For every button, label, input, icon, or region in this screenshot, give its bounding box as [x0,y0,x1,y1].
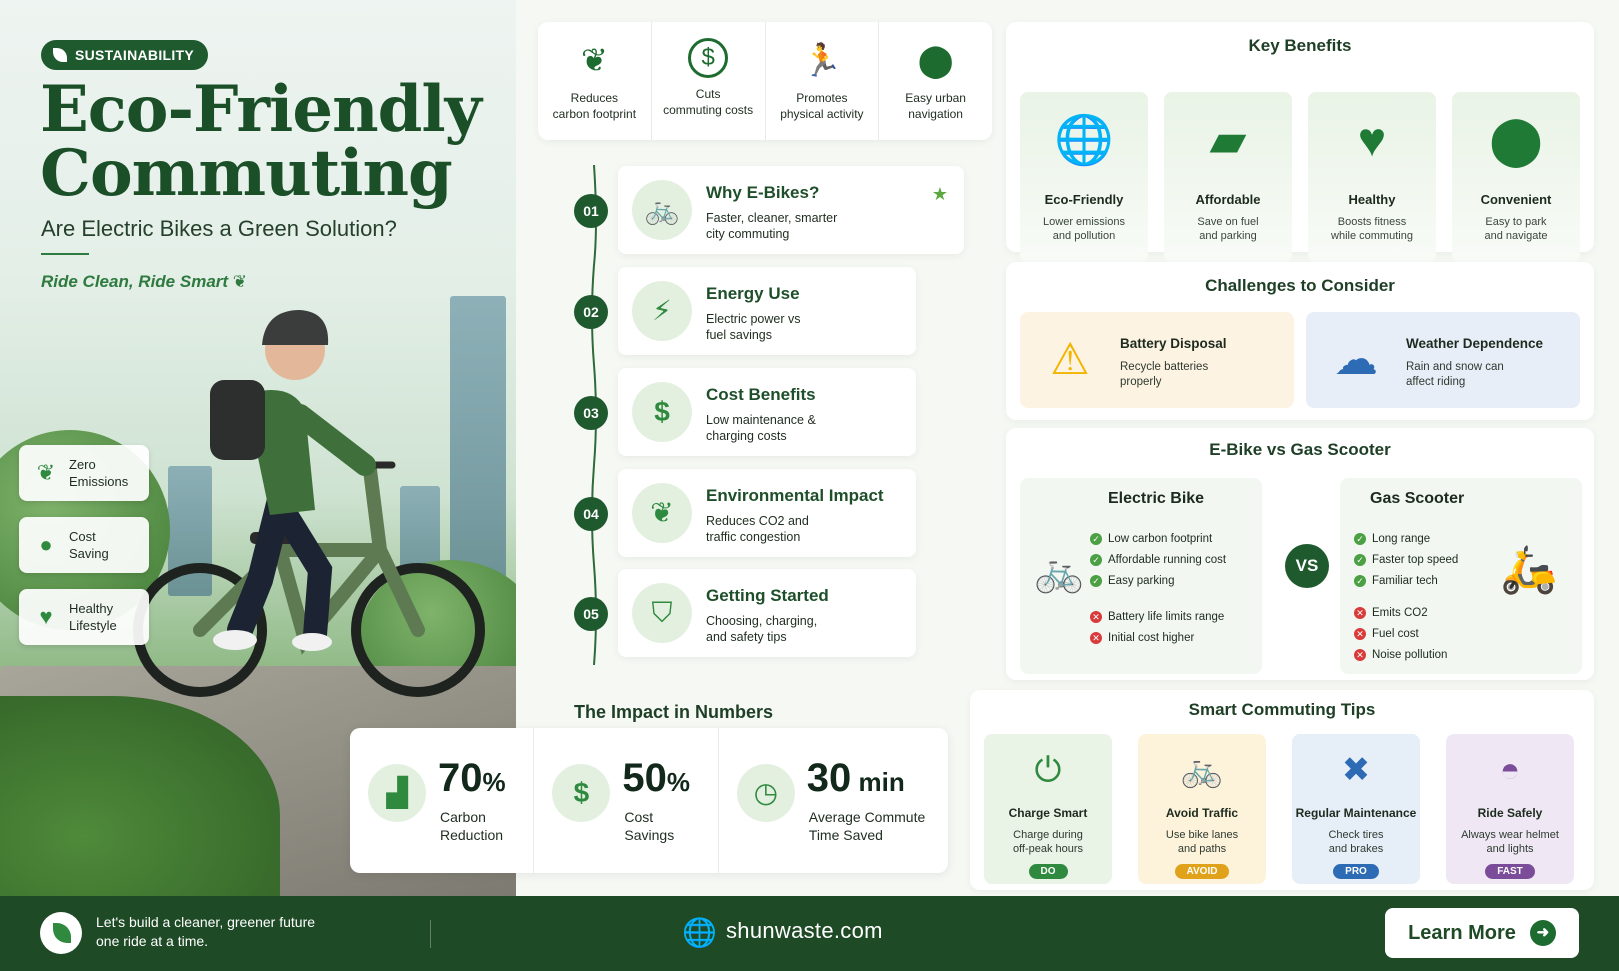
impact-stats [350,728,948,873]
star-icon: ★ [931,184,948,204]
tip-desc: Check tires and brakes [1328,829,1384,855]
footer-divider [430,920,431,948]
tip-title: Avoid Traffic [1165,806,1239,820]
rain-cloud-icon: ☁ [1334,335,1378,384]
step-desc: Choosing, charging, and safety tips [706,614,818,644]
leaf-logo-icon [40,912,82,954]
stat-value [438,756,506,801]
stat-time-saved [719,728,948,873]
cross-icon: ✕ [1354,628,1366,640]
step-number: 01 [574,194,608,228]
cyclist-illustration [130,300,490,720]
title-line-2: Commuting [40,136,452,211]
stat-value [807,756,905,801]
benefit-desc: Lower emissions and pollution [1043,216,1125,242]
lightning-icon: ⚡ [632,281,692,341]
footer-message: Let's build a cleaner, greener future one ride at a time. [96,914,316,949]
step-title: Environmental Impact [706,486,884,505]
cross-icon: ✕ [1090,611,1102,623]
warning-icon: ⚠ [1050,335,1090,384]
pro-text: Easy parking [1108,574,1175,587]
list-item [1354,528,1458,549]
strip-item-activity [766,22,880,140]
tip-regular-maintenance [1292,734,1420,884]
stat-label: Average Commute Time Saved [808,809,926,843]
globe-icon: 🌐 [682,917,717,948]
challenges-panel [1006,262,1594,420]
tip-tag: DO [1029,864,1068,879]
strip-item-navigation [879,22,992,140]
pro-text: Faster top speed [1372,553,1459,566]
step-card-cost-benefits[interactable] [618,368,916,456]
challenge-title: Battery Disposal [1120,336,1227,351]
wallet-icon: ▰ [1209,114,1247,167]
stat-unit: min [851,767,905,797]
stat-label: Cost Savings [624,809,675,843]
tip-desc: Use bike lanes and paths [1165,829,1239,855]
list-item [1090,606,1224,627]
stat-cost-savings [534,728,718,873]
check-icon: ✓ [1090,554,1102,566]
check-icon: ✓ [1354,533,1366,545]
bicycle-icon: 🚲 [1180,751,1224,789]
column-title: Electric Bike [1108,490,1205,507]
step-card-environmental-impact[interactable] [618,469,916,557]
list-item [1354,602,1447,623]
step-card-getting-started[interactable] [618,569,916,657]
title-divider [41,253,89,255]
strip-item-costs [652,22,766,140]
benefit-title: Affordable [1195,192,1261,207]
challenge-title: Weather Dependence [1406,336,1544,351]
ebike-pros [1090,528,1226,591]
list-item [1090,549,1226,570]
heart-icon: ♥ [39,604,53,629]
list-item [1354,623,1447,644]
key-benefits-panel [1006,22,1594,252]
tagline-text: Ride Clean, Ride Smart [41,272,229,291]
tips-panel [970,690,1594,890]
panel-title: Smart Commuting Tips [1188,700,1376,719]
panel-title: Challenges to Consider [1205,276,1395,295]
tip-title: Regular Maintenance [1295,806,1417,820]
stat-number: 30 [806,756,852,800]
tagline [41,272,247,292]
benefit-healthy [1308,92,1436,262]
scooter-column [1340,478,1582,674]
cross-icon: ✕ [1354,649,1366,661]
ebike-column [1020,478,1262,674]
scooter-pros [1354,528,1458,591]
step-card-why-ebikes[interactable] [618,166,964,254]
chip-label: Healthy Lifestyle [69,601,117,633]
stat-carbon-reduction [350,728,534,873]
dollar-icon: $ [688,38,728,78]
check-icon: ✓ [1090,575,1102,587]
button-label: Learn More [1408,921,1516,944]
step-desc: Electric power vs fuel savings [706,312,801,342]
benefit-title: Eco-Friendly [1044,192,1124,207]
chart-icon: ▟ [368,764,426,822]
benefit-convenient [1452,92,1580,262]
stat-unit: % [482,767,506,797]
step-number: 02 [574,295,608,329]
helmet-icon: ◓ [1499,751,1521,789]
stat-number: 70 [438,756,483,800]
runner-icon: 🏃 [801,42,842,78]
location-pin-icon: ⬤ [1489,114,1543,167]
strip-item-carbon [538,22,652,140]
learn-more-button[interactable] [1385,908,1579,958]
comparison-panel [1006,428,1594,680]
list-item [1354,644,1447,665]
page-title [40,72,500,211]
column-title: Gas Scooter [1370,490,1465,507]
vs-badge: VS [1285,544,1329,588]
clock-icon: ◷ [737,764,795,822]
con-text: Emits CO2 [1372,606,1428,619]
bicycle-icon: 🚲 [632,180,692,240]
tip-tag: AVOID [1175,864,1230,879]
challenge-desc: Rain and snow can affect riding [1406,361,1504,388]
category-badge [41,40,208,70]
step-title: Why E-Bikes? [706,183,820,202]
badge-label: SUSTAINABILITY [75,47,195,63]
shield-icon: ⛉ [632,583,692,643]
stat-number: 50 [622,756,667,800]
leaf-icon: ❦ [36,460,56,485]
title-line-1: Eco-Friendly [40,72,481,147]
ebike-cons [1090,606,1224,648]
chip-zero-emissions [19,445,149,501]
chip-cost-saving [19,517,149,573]
stat-value [622,756,690,801]
list-item [1354,549,1458,570]
tip-ride-safely [1446,734,1574,884]
leaf-icon: ❦ [580,42,608,78]
benefit-desc: Boosts fitness while commuting [1331,216,1413,242]
benefit-icon-strip [538,22,992,140]
tip-charge-smart [984,734,1112,884]
tip-tag: FAST [1485,864,1535,879]
tip-desc: Charge during off-peak hours [1012,829,1084,855]
location-pin-icon: ⬤ [917,42,954,78]
step-desc: Faster, cleaner, smarter city commuting [706,211,838,241]
plug-icon: ⏻ [1034,751,1062,789]
con-text: Battery life limits range [1108,610,1225,623]
strip-label: Cuts commuting costs [663,87,754,117]
benefit-desc: Easy to park and navigate [1484,216,1548,242]
step-title: Getting Started [706,586,829,605]
pro-text: Low carbon footprint [1108,532,1213,545]
benefit-title: Convenient [1480,192,1552,207]
check-icon: ✓ [1354,575,1366,587]
website-link[interactable]: shunwaste.com [726,918,883,943]
page-subtitle: Are Electric Bikes a Green Solution? [41,216,397,241]
ebike-icon: 🚲 [1034,550,1084,594]
strip-label: Reduces carbon footprint [552,91,637,121]
step-number: 04 [574,497,608,531]
check-icon: ✓ [1354,554,1366,566]
cross-icon: ✕ [1354,607,1366,619]
panel-title: Key Benefits [1248,36,1352,55]
step-title: Energy Use [706,284,800,303]
dollar-icon: $ [632,382,692,442]
challenge-desc: Recycle batteries properly [1120,361,1209,388]
benefit-affordable [1164,92,1292,262]
benefit-desc: Save on fuel and parking [1197,216,1259,242]
tip-avoid-traffic [1138,734,1266,884]
dollar-icon: $ [552,764,610,822]
benefit-eco-friendly [1020,92,1148,262]
stat-unit: % [666,767,691,797]
list-item [1090,528,1226,549]
piggy-bank-icon: ● [39,532,53,557]
cross-icon: ✕ [1090,632,1102,644]
chip-healthy-lifestyle [19,589,149,645]
footer-bar [0,896,1619,971]
list-item [1090,570,1226,591]
pro-text: Long range [1372,532,1431,545]
list-item [1090,627,1224,648]
tip-title: Ride Safely [1477,806,1543,820]
con-text: Initial cost higher [1108,631,1195,644]
step-desc: Reduces CO2 and traffic congestion [706,514,809,544]
arrow-right-icon: ➜ [1530,920,1556,946]
leaf-icon: ❦ [632,483,692,543]
con-text: Fuel cost [1372,627,1419,640]
scooter-icon: 🛵 [1500,543,1558,595]
step-card-energy-use[interactable] [618,267,916,355]
globe-icon: 🌐 [1054,114,1114,167]
step-title: Cost Benefits [706,385,816,404]
strip-label: Easy urban navigation [905,91,966,121]
step-desc: Low maintenance & charging costs [706,413,816,443]
leaf-icon [53,48,67,62]
heart-icon: ♥ [1357,114,1387,167]
chip-label: Zero Emissions [69,457,129,489]
wrench-icon: ✖ [1341,751,1371,789]
tip-desc: Always wear helmet and lights [1461,829,1559,855]
scooter-cons [1354,602,1447,665]
tip-tag: PRO [1333,864,1379,879]
challenge-weather [1306,312,1580,408]
step-number: 03 [574,396,608,430]
pro-text: Familiar tech [1372,574,1438,587]
challenge-battery-disposal [1020,312,1294,408]
check-icon: ✓ [1090,533,1102,545]
strip-label: Promotes physical activity [780,91,864,121]
panel-title: E-Bike vs Gas Scooter [1209,440,1391,459]
leaf-icon: ❦ [232,272,248,291]
tip-title: Charge Smart [1008,806,1088,820]
stat-label: Carbon Reduction [440,809,504,843]
pro-text: Affordable running cost [1108,553,1227,566]
list-item [1354,570,1458,591]
impact-title: The Impact in Numbers [574,702,774,722]
chip-label: Cost Saving [69,529,109,561]
benefit-title: Healthy [1348,192,1396,207]
con-text: Noise pollution [1372,648,1448,661]
step-number: 05 [574,597,608,631]
